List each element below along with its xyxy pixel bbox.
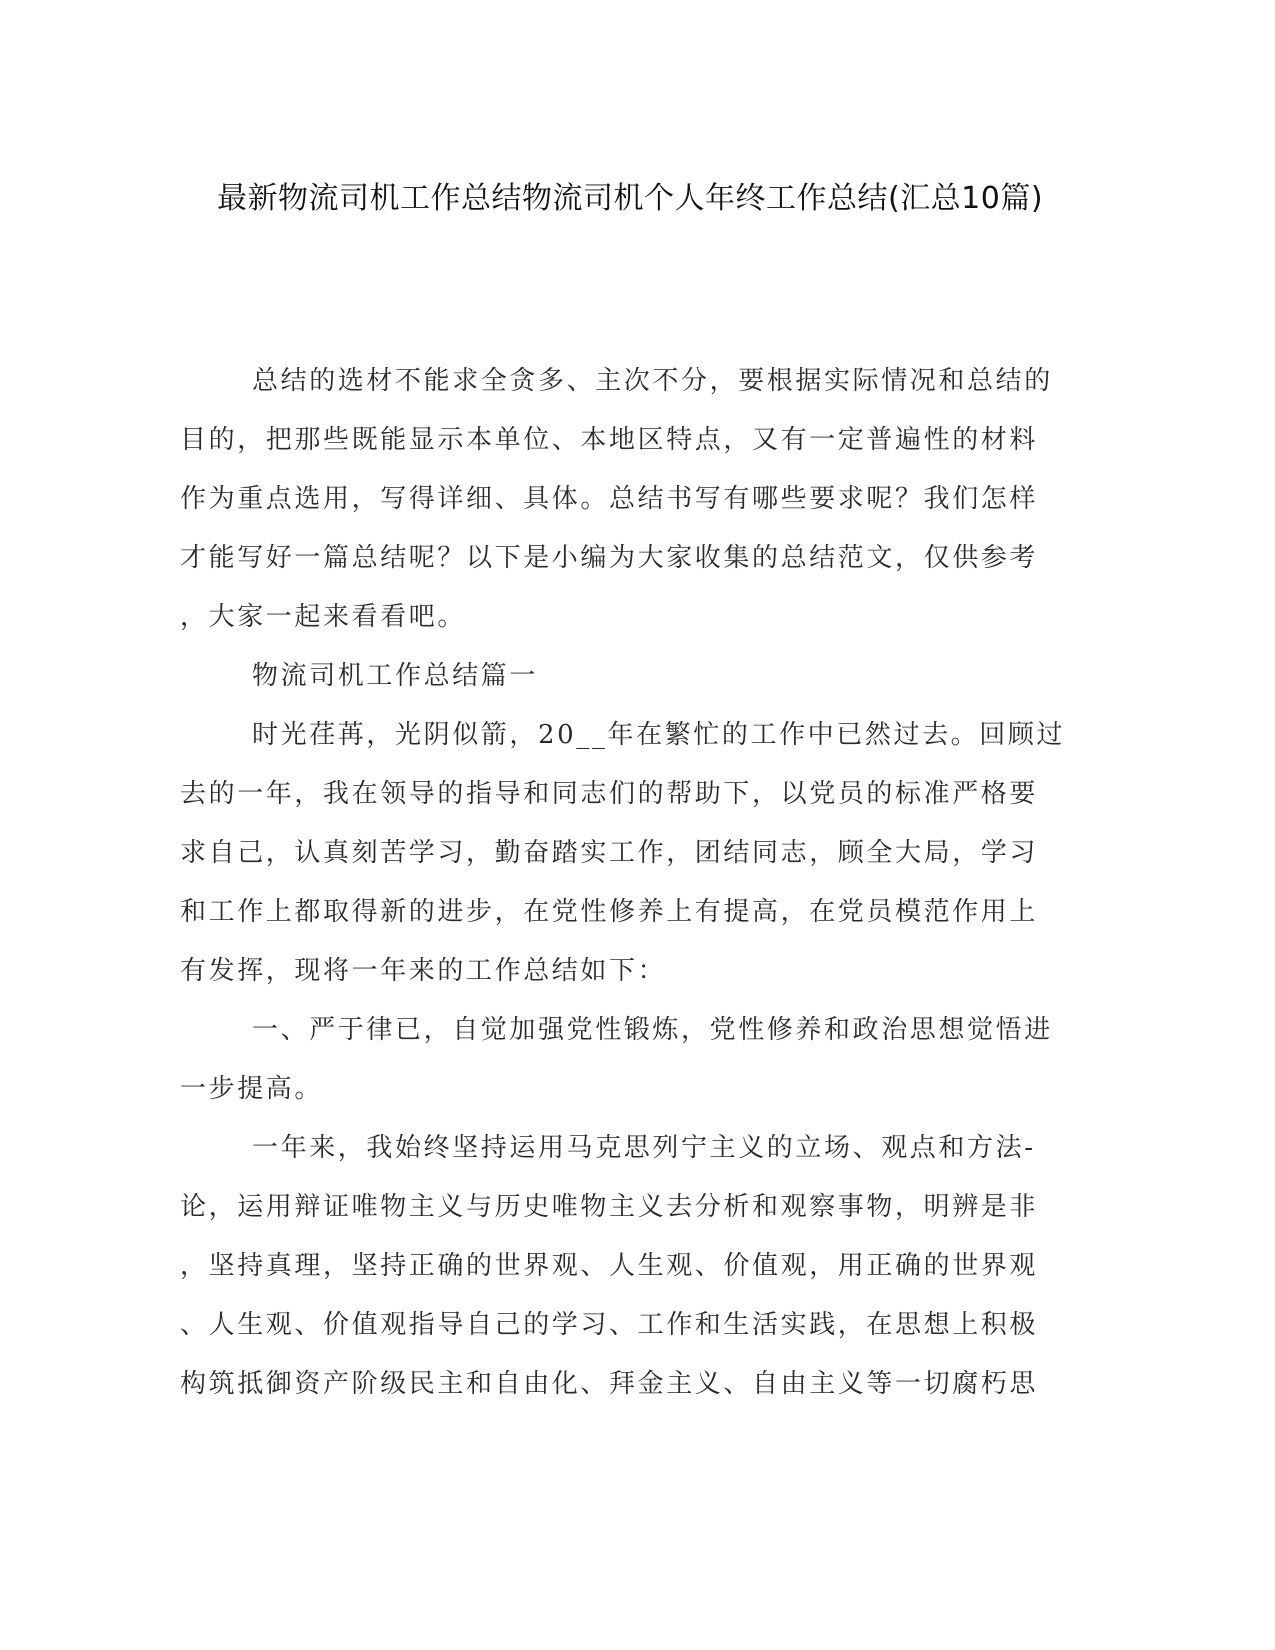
- body-line: 有发挥，现将一年来的工作总结如下：: [180, 956, 667, 986]
- body-line: 构筑抵御资产阶级民主和自由化、拜金主义、自由主义等一切腐朽思: [180, 1369, 1039, 1399]
- section-heading: 物流司机工作总结篇一: [252, 661, 539, 691]
- body-line: 一年来，我始终坚持运用马克思列宁主义的立场、观点和方法-: [252, 1133, 1036, 1163]
- body-line: 和工作上都取得新的进步，在党性修养上有提高，在党员模范作用上: [180, 897, 1039, 927]
- body-line: 求自己，认真刻苦学习，勤奋踏实工作，团结同志，顾全大局，学习: [180, 838, 1039, 868]
- body-line: 一步提高。: [180, 1074, 324, 1104]
- body-line: 论，运用辩证唯物主义与历史唯物主义去分析和观察事物，明辨是非: [180, 1192, 1039, 1222]
- body-line: 时光荏苒，光阴似箭，20__年在繁忙的工作中已然过去。回顾过: [252, 720, 1066, 750]
- body-line: 才能写好一篇总结呢？以下是小编为大家收集的总结范文，仅供参考: [180, 543, 1039, 573]
- document-title: 最新物流司机工作总结物流司机个人年终工作总结(汇总10篇): [216, 181, 1044, 216]
- body-line: 、人生观、价值观指导自己的学习、工作和生活实践，在思想上积极: [180, 1310, 1039, 1340]
- body-line: ，大家一起来看看吧。: [180, 602, 467, 632]
- body-line: ，坚持真理，坚持正确的世界观、人生观、价值观，用正确的世界观: [180, 1251, 1039, 1281]
- body-line: 目的，把那些既能显示本单位、本地区特点，又有一定普遍性的材料: [180, 425, 1039, 455]
- body-line: 去的一年，我在领导的指导和同志们的帮助下，以党员的标准严格要: [180, 779, 1039, 809]
- body-line: 总结的选材不能求全贪多、主次不分，要根据实际情况和总结的: [252, 366, 1053, 396]
- document-body: [180, 352, 1066, 1414]
- body-line: 作为重点选用，写得详细、具体。总结书写有哪些要求呢？我们怎样: [180, 484, 1039, 514]
- body-line: 一、严于律已，自觉加强党性锻炼，党性修养和政治思想觉悟进: [252, 1015, 1053, 1045]
